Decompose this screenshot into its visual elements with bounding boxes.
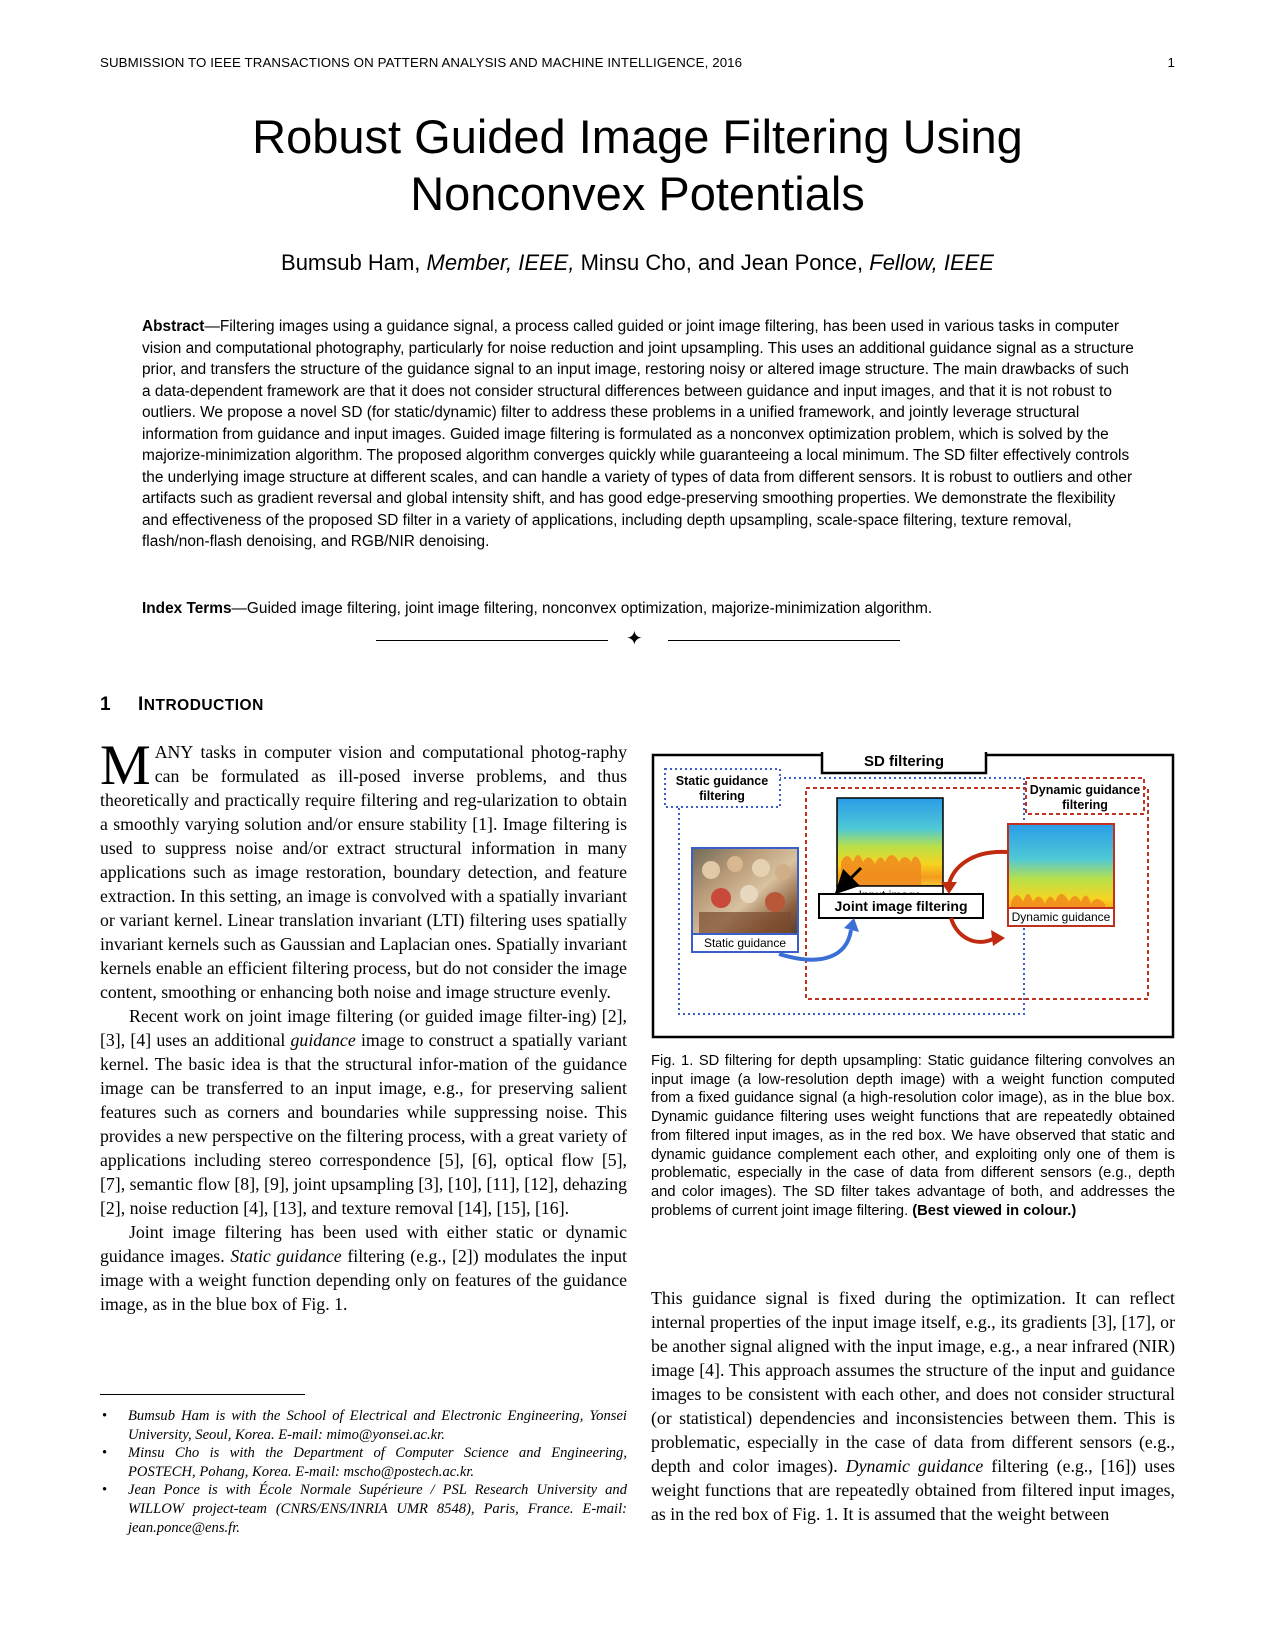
- section-number: 1: [100, 694, 112, 715]
- footnote-bullet: •: [102, 1408, 108, 1424]
- figure-1-caption: [651, 1052, 1175, 1220]
- footnote-text: Bumsub Ham is with the School of Electrical and Electronic Engineering, Yonsei University, Seoul, Korea. E-mail: mimo@yonsei.ac.kr.: [128, 1408, 627, 1443]
- footnote-bullet: •: [102, 1445, 108, 1462]
- index-terms-text: —Guided image filtering, joint image filtering, nonconvex optimization, majorize-minimization algorithm.: [231, 600, 933, 617]
- dynamic-guidance-label-1: Dynamic guidance: [1029, 783, 1141, 797]
- abstract-text: —Filtering images using a guidance signal, a process called guided or joint image filtering, has been used in various tasks in computer vision and computational photography, particularly for noise reduction and joint upsampling. This uses an additional guidance signal as a structure prior, and transfers the structure of the guidance signal to an input image, restoring noisy or altered image structure. The main drawbacks of such a data-dependent framework are that it does not consider structural differences between guidance and input images, and that it is not robust to outliers. We propose a novel SD (for static/dynamic) filter to address these problems in a unified framework, and jointly leverage structural information from guidance and input images. Guided image filtering is formulated as a nonconvex optimization problem, which is solved by the majorize-minimization algorithm. The proposed algorithm converges quickly while guaranteeing a local minimum. The SD filter effectively controls the underlying image structure at different scales, and can handle a variety of types of data from different sensors. It is robust to outliers and other artifacts such as gradient reversal and global intensity shift, and has good edge-preserving smoothing properties. We demonstrate the flexibility and effectiveness of the proposed SD filter in a variety of applications, including depth upsampling, scale-space filtering, texture removal, flash/non-flash denoising, and RGB/NIR denoising.: [142, 318, 1134, 550]
- footnote-text: Jean Ponce is with École Normale Supérieure / PSL Research University and WILLOW project-team (CNRS/ENS/INRIA UMR 8548), Paris, France. E-mail: jean.ponce@ens.fr.: [128, 1482, 627, 1536]
- paragraph-3: [100, 1220, 627, 1316]
- figure-1: [651, 752, 1175, 1040]
- author-1: Bumsub Ham,: [281, 250, 421, 275]
- input-depth-image: [837, 798, 943, 886]
- paragraph-1: [100, 734, 627, 1004]
- title-line-2: Nonconvex Potentials: [410, 167, 865, 220]
- author-footnotes: [100, 1407, 627, 1537]
- paragraph-3-emphasis: Static guidance: [230, 1246, 342, 1266]
- section-title-initial: I: [138, 694, 144, 715]
- footnote-bullet: •: [102, 1482, 108, 1499]
- dynamic-guidance-image-label: Dynamic guidance: [1011, 910, 1111, 924]
- static-guidance-color-image: [692, 848, 798, 940]
- caption-text: Fig. 1. SD filtering for depth upsampling: Static guidance filtering convolves an input image (a low-resolution depth image) with a weight function computed from a fixed guidance signal (a high-resolution color image), as in the blue box. Dynamic guidance filtering uses weight functions that are repeatedly obtained from filtered input images, as in the red box. We have observed that static and dynamic guidance complement each other, and exploiting only one of them is problematic, especially in the case of data from different sensors (e.g., depth and color images). The SD filter takes advantage of both, and addresses the problems of current joint image filtering.: [651, 1053, 1175, 1219]
- joint-filtering-label: Joint image filtering: [834, 898, 968, 914]
- footnote-text: Minsu Cho is with the Department of Computer Science and Engineering, POSTECH, Pohang, Korea. E-mail: mscho@postech.ac.kr.: [128, 1445, 627, 1480]
- paragraph-2-text-b: image to construct a spatially variant kernel. The basic idea is that the structural infor-mation of the guidance image can be transferred to an input image, e.g., for preserving salient features such as corners and boundaries while suppressing noise. This provides a new perspective on the filtering process, with a great variety of applications including stereo correspondence [5], [6], optical flow [5], [7], semantic flow [8], [9], joint upsampling [3], [10], [11], [12], dehazing [2], noise reduction [4], [13], and texture removal [14], [15], [16].: [100, 1030, 627, 1218]
- abstract: [142, 316, 1136, 553]
- paragraph-2-emphasis: guidance: [290, 1030, 356, 1050]
- sd-filtering-label: SD filtering: [863, 753, 945, 770]
- index-terms: [142, 598, 1136, 620]
- author-2-3: Minsu Cho, and Jean Ponce,: [580, 250, 864, 275]
- section-title-rest: NTRODUCTION: [143, 697, 264, 714]
- static-guidance-label-2: filtering: [699, 789, 745, 803]
- title-line-1: Robust Guided Image Filtering Using: [252, 110, 1023, 163]
- index-terms-label: Index Terms: [142, 600, 232, 617]
- separator-line-right: [668, 640, 900, 641]
- author-1-role: Member, IEEE,: [426, 250, 575, 275]
- drop-cap: M: [100, 734, 151, 797]
- static-guidance-label-1: Static guidance: [675, 774, 769, 788]
- journal-name: SUBMISSION TO IEEE TRANSACTIONS ON PATTERN ANALYSIS AND MACHINE INTELLIGENCE, 2016: [100, 55, 743, 70]
- dynamic-guidance-label-2: filtering: [1062, 798, 1108, 812]
- author-3-role: Fellow, IEEE: [869, 250, 994, 275]
- footnote-item: [100, 1481, 627, 1537]
- footnote-rule: [100, 1394, 305, 1395]
- author-list: [100, 250, 1175, 276]
- caption-bold-note: (Best viewed in colour.): [912, 1202, 1077, 1219]
- paragraph-4: [651, 1286, 1175, 1526]
- paper-title: [100, 108, 1175, 222]
- abstract-label: Abstract: [142, 318, 205, 335]
- paragraph-2-text-a: Recent work on joint image filtering (or guided image filter-ing) [2], [3], [4] uses an additional: [100, 1006, 627, 1050]
- static-guidance-image-label: Static guidance: [703, 936, 787, 950]
- running-head: [100, 55, 1175, 70]
- separator-star-icon: ✦: [626, 628, 643, 650]
- paragraph-4-text-a: This guidance signal is fixed during the optimization. It can reflect internal properties of the input image itself, e.g., its gradients [3], [17], or be another signal aligned with the input image, e.g., a near infrared (NIR) image [4]. This approach assumes the structure of the input and guidance images to be consistent with each other, and does not consider structural (or statistical) dependencies and inconsistencies between them. This is problematic, especially in the case of data from different sensors (e.g., depth and color images).: [651, 1288, 1175, 1476]
- paragraph-1-text: tasks in computer vision and computational photog-raphy can be formulated as ill-posed inverse problems, and thus theoretically and practically require filtering and reg-ularization to obtain a smoothly varying solution and/or ensure stability [1]. Image filtering is used to suppress noise and/or extract structural information in many applications such as image restoration, boundary detection, and feature extraction. In this setting, an image is convolved with a spatially invariant or variant kernel. Linear translation invariant (LTI) filtering uses spatially invariant kernels such as Gaussian and Laplacian ones. Spatially invariant kernels enable an efficient filtering process, but do not consider the image content, smoothing or enhancing both noise and image structure evenly.: [100, 742, 627, 1002]
- footnote-item: [100, 1407, 627, 1444]
- paragraph-3-text-a: Joint image filtering has been used with either static or dynamic guidance images.: [100, 1222, 627, 1266]
- right-column: [651, 1286, 1175, 1526]
- paragraph-4-text-b: filtering (e.g., [16]) uses weight functions that are repeatedly obtained from filtered input images, as in the red box of Fig. 1. It is assumed that the weight between: [651, 1456, 1176, 1524]
- paragraph-3-text-b: filtering (e.g., [2]) modulates the input image with a weight function depending only on features of the guidance image, as in the blue box of Fig. 1.: [100, 1246, 627, 1314]
- paragraph-2: [100, 1004, 627, 1220]
- paragraph-4-emphasis: Dynamic guidance: [845, 1456, 984, 1476]
- left-column: [100, 734, 627, 1316]
- section-separator: [376, 628, 900, 650]
- section-heading: [100, 694, 264, 716]
- footnote-item: [100, 1444, 627, 1481]
- lead-smallcaps: ANY: [154, 742, 194, 762]
- separator-line-left: [376, 640, 608, 641]
- page-number: 1: [1167, 55, 1175, 70]
